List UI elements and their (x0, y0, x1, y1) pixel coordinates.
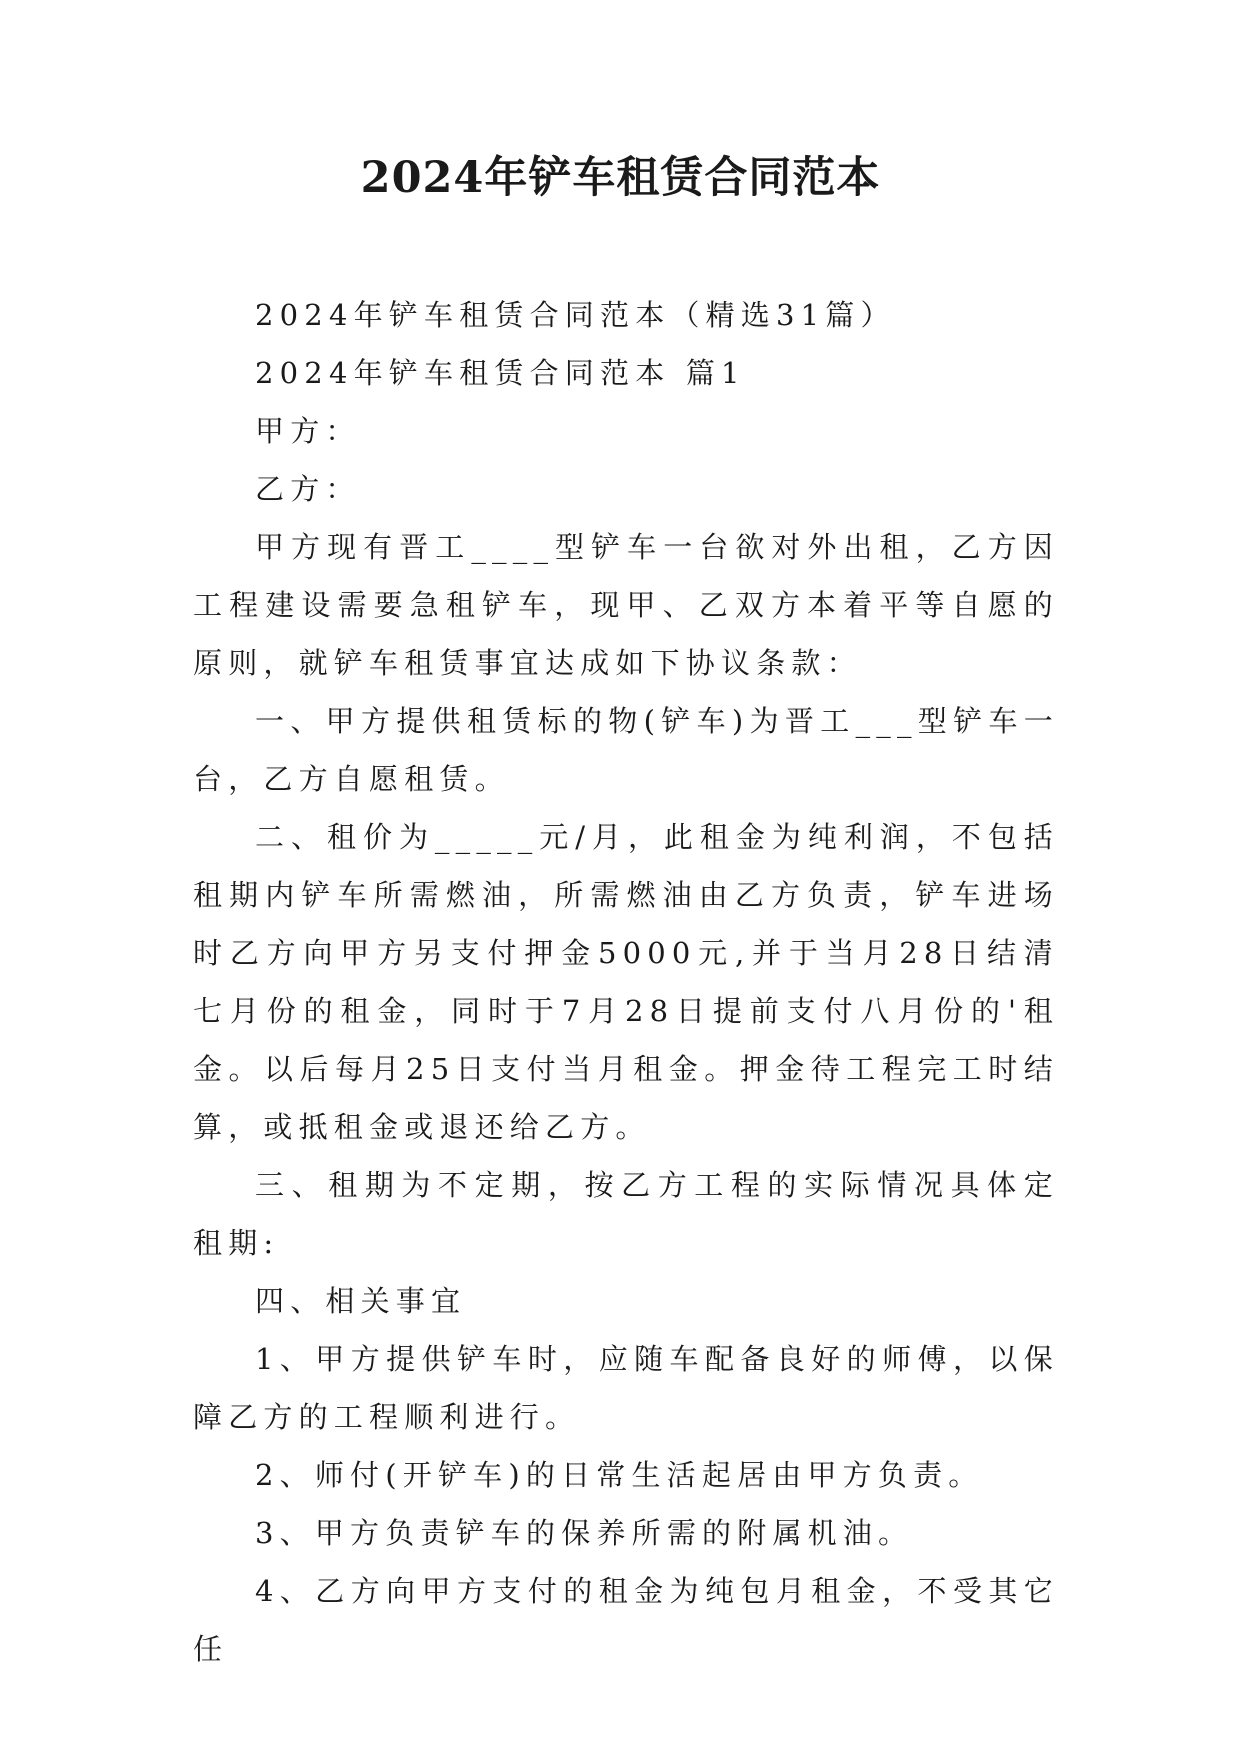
paragraph: 甲方： (255, 414, 361, 448)
paragraph: 2024年铲车租赁合同范本（精选31篇） (255, 298, 896, 332)
paragraph: 四、相关事宜 (255, 1284, 467, 1318)
paragraph: 2024年铲车租赁合同范本 篇1 (255, 356, 746, 390)
paragraph: 2、师付(开铲车)的日常生活起居由甲方负责。 (255, 1458, 984, 1492)
paragraph: 三、租期为不定期，按乙方工程的实际情况具体定租期: (193, 1168, 1059, 1260)
paragraph: 3、甲方负责铲车的保养所需的附属机油。 (255, 1516, 914, 1550)
paragraph: 甲方现有晋工____型铲车一台欲对外出租，乙方因工程建设需要急租铲车，现甲、乙双方本着平等自愿的原则，就铲车租赁事宜达成如下协议条款： (193, 530, 1059, 680)
paragraph: 一、甲方提供租赁标的物(铲车)为晋工___型铲车一台，乙方自愿租赁。 (193, 704, 1059, 796)
paragraph: 乙方： (255, 472, 361, 506)
document-title: 2024年铲车租赁合同范本 (360, 153, 881, 203)
document-body (193, 286, 1059, 1678)
paragraph: 1、甲方提供铲车时，应随车配备良好的师傅，以保障乙方的工程顺利进行。 (193, 1342, 1059, 1434)
paragraph: 二、租价为_____元/月，此租金为纯利润，不包括租期内铲车所需燃油，所需燃油由乙方负责，铲车进场时乙方向甲方另支付押金5000元,并于当月28日结清七月份的租金，同时于7月28日提前支付八月份的'租金。以后每月25日支付当月租金。押金待工程完工时结算，或抵租金或退还给乙方。 (193, 820, 1059, 1144)
paragraph: 4、乙方向甲方支付的租金为纯包月租金，不受其它任 (193, 1574, 1059, 1666)
